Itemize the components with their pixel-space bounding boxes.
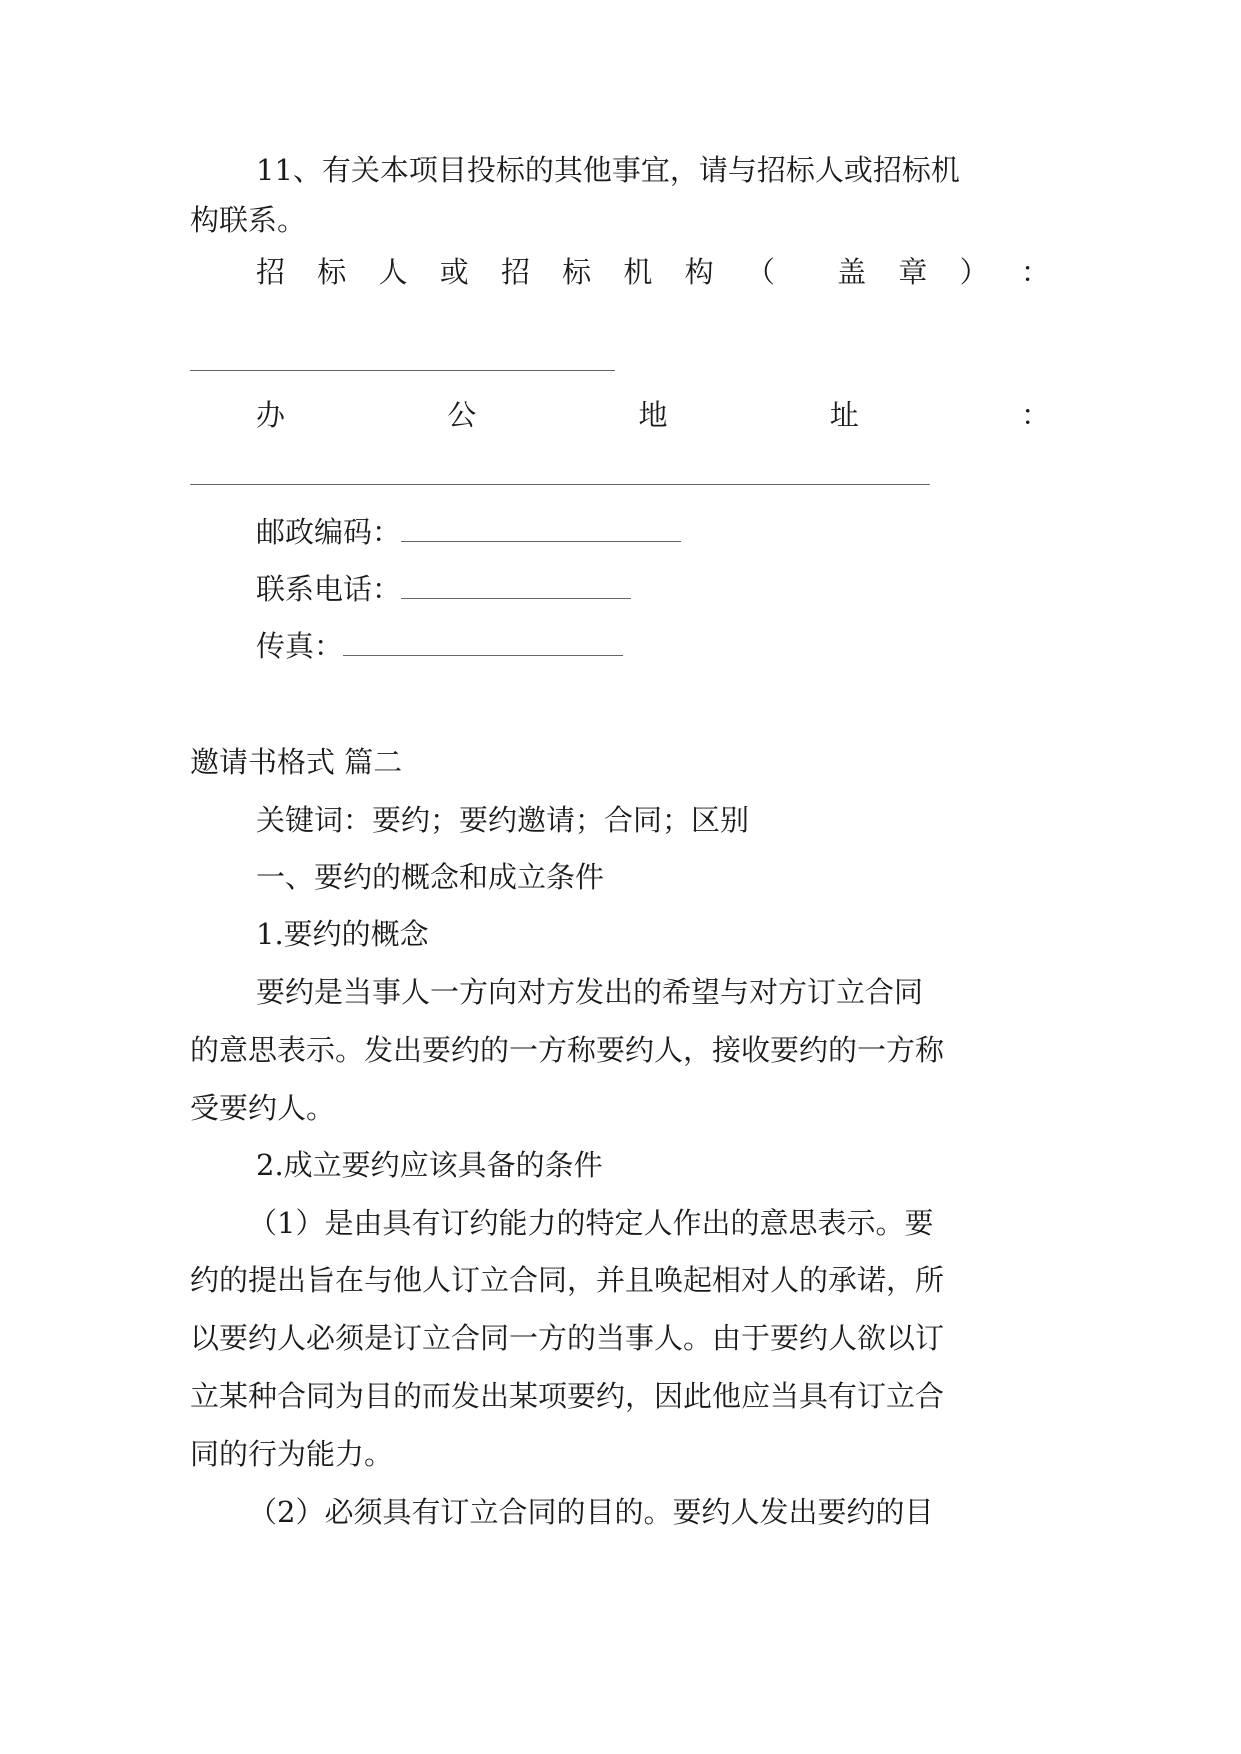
phone-label: 联系电话： — [256, 572, 402, 606]
seal-label-char: 机 — [623, 255, 653, 289]
fax-blank — [343, 655, 623, 656]
address-label-char: ： — [1020, 398, 1050, 432]
seal-label-char: 招 — [500, 255, 530, 289]
para-1-line: 受要约人。 — [190, 1091, 336, 1125]
address-label-char: 公 — [447, 398, 477, 432]
para-1-line: 要约是当事人一方向对方发出的希望与对方订立合同 — [256, 975, 924, 1009]
seal-label-char: 标 — [562, 255, 592, 289]
seal-label — [256, 252, 1050, 292]
part-1-title: 一、要约的概念和成立条件 — [256, 860, 605, 894]
fax-row — [256, 626, 1050, 666]
seal-label-char: 或 — [439, 255, 469, 289]
seal-label-char: ） — [959, 255, 989, 289]
para-1-line: 的意思表示。发出要约的一方称要约人，接收要约的一方称 — [190, 1033, 945, 1067]
item-11-line-2: 构联系。 — [190, 203, 307, 237]
sub-1-title: 1.要约的概念 — [256, 917, 429, 951]
seal-label-char: （ — [745, 255, 775, 289]
seal-label-char: 标 — [317, 255, 347, 289]
address-label-char: 办 — [256, 398, 286, 432]
condition-1-line: 以要约人必须是订立合同一方的当事人。由于要约人欲以订 — [190, 1321, 945, 1355]
seal-label-char: 人 — [378, 255, 408, 289]
sub-2-title: 2.成立要约应该具备的条件 — [256, 1148, 603, 1182]
seal-blank-line — [190, 370, 615, 371]
address-blank-line — [190, 484, 930, 485]
address-label-char: 址 — [829, 398, 859, 432]
seal-label-char: ： — [1020, 255, 1050, 289]
seal-label-char: 招 — [256, 255, 286, 289]
seal-label-char: 盖 — [837, 255, 867, 289]
postal-code-row — [256, 512, 1050, 552]
seal-label-char: 构 — [684, 255, 714, 289]
address-label — [256, 395, 1050, 435]
seal-label-char: 章 — [898, 255, 928, 289]
section-2-heading: 邀请书格式 篇二 — [190, 745, 403, 779]
postal-code-blank — [401, 541, 681, 542]
address-label-char: 地 — [638, 398, 668, 432]
postal-code-label: 邮政编码： — [256, 515, 402, 549]
condition-1-line: 同的行为能力。 — [190, 1437, 394, 1471]
condition-1-line: 立某种合同为目的而发出某项要约，因此他应当具有订立合 — [190, 1379, 945, 1413]
fax-label: 传真： — [256, 629, 344, 663]
keywords-line: 关键词：要约；要约邀请；合同；区别 — [256, 803, 750, 837]
phone-blank — [401, 598, 631, 599]
condition-1-line: （1）是由具有订约能力的特定人作出的意思表示。要 — [248, 1206, 934, 1240]
condition-1-line: 约的提出旨在与他人订立合同，并且唤起相对人的承诺，所 — [190, 1263, 945, 1297]
condition-2-line: （2）必须具有订立合同的目的。要约人发出要约的目 — [248, 1495, 934, 1529]
item-11-line-1: 11、有关本项目投标的其他事宜，请与招标人或招标机 — [256, 153, 960, 187]
phone-row — [256, 569, 1050, 609]
